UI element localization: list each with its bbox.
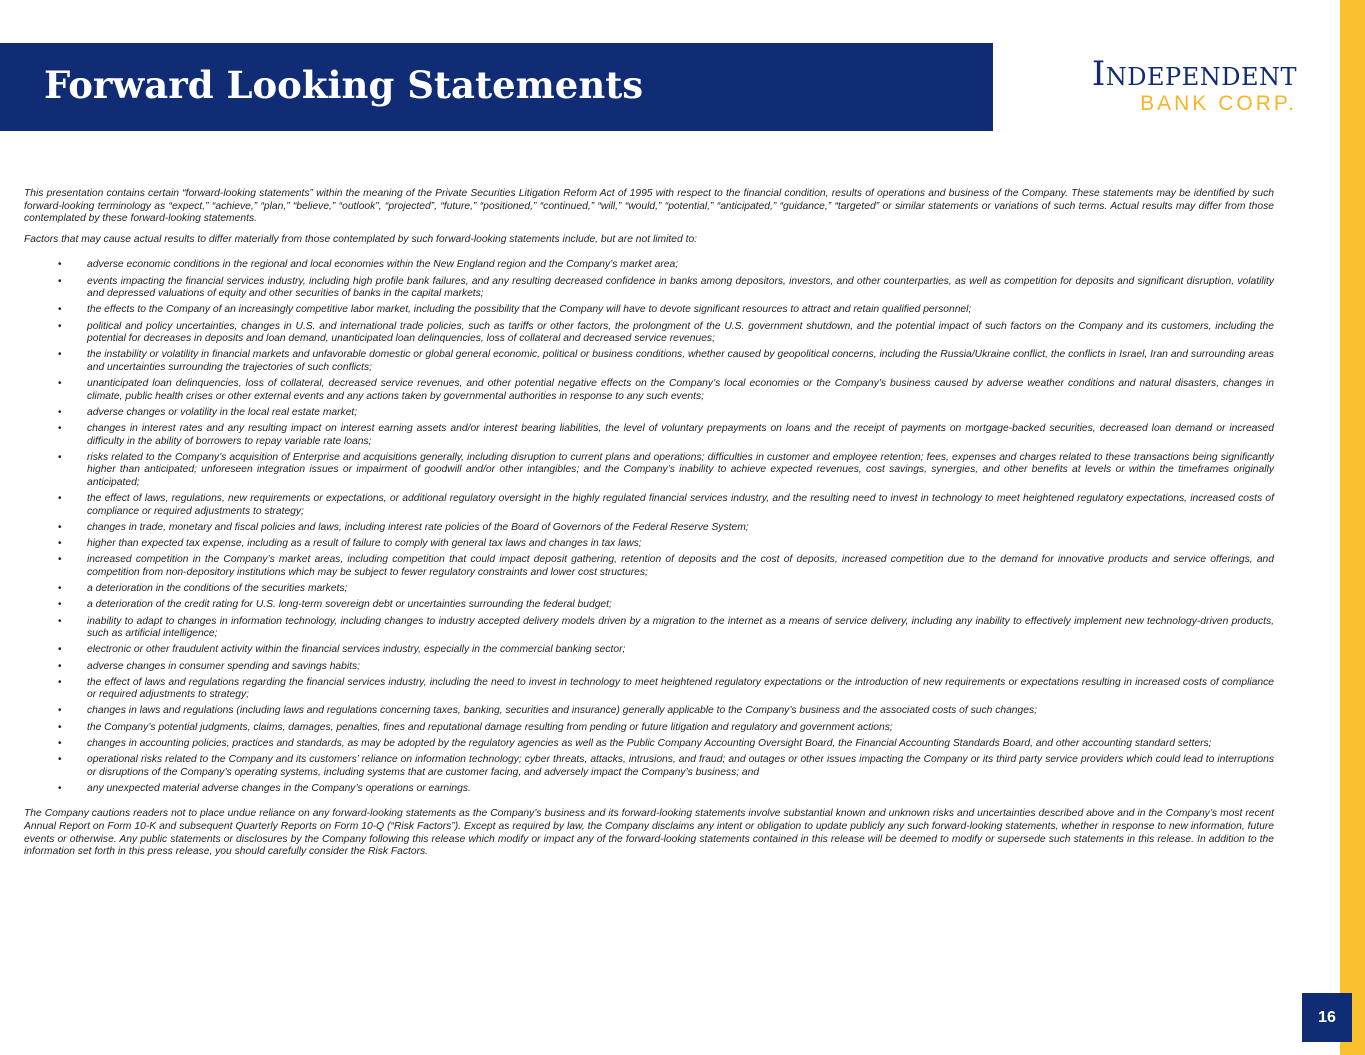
- bullet-icon: •: [58, 406, 62, 418]
- list-item: [24, 423, 1274, 448]
- list-item-text: the instability or volatility in financial markets and unfavorable domestic or global general economic, political or business conditions, whether caused by geopolitical concerns, including the Russia/Ukraine conflict, the conflicts in Israel, Iran and surrounding areas and uncertainties surrounding the trajectories of such conflicts;: [87, 349, 1274, 373]
- list-item: [24, 754, 1274, 779]
- bullet-icon: •: [58, 583, 62, 595]
- list-item-text: the effects to the Company of an increasingly competitive labor market, including the possibility that the Company will have to devote significant resources to attract and retain qualified personnel;: [87, 304, 972, 316]
- risk-factors-list: [24, 259, 1274, 795]
- list-item: [24, 407, 1274, 420]
- list-item: [24, 378, 1274, 403]
- list-item-text: electronic or other fraudulent activity within the financial services industry, especially in the commercial banking sector;: [87, 644, 626, 656]
- list-item: [24, 452, 1274, 490]
- company-logo: [1092, 56, 1297, 116]
- bullet-icon: •: [58, 721, 62, 733]
- list-item-text: changes in accounting policies, practices and standards, as may be adopted by the regulatory agencies as well as the Public Company Accounting Oversight Board, the Financial Accounting Standards Board, and other accounting standard setters;: [87, 737, 1212, 749]
- list-item-text: adverse economic conditions in the regional and local economies within the New England region and the Company’s market area;: [87, 259, 679, 271]
- bullet-icon: •: [58, 676, 62, 688]
- list-item: [24, 276, 1274, 301]
- list-item-text: changes in laws and regulations (including laws and regulations concerning taxes, banking, securities and insurance) generally applicable to the Company’s business and the associated costs of such changes;: [87, 705, 1037, 717]
- bullet-icon: •: [58, 522, 62, 533]
- list-item: [24, 677, 1274, 702]
- list-item: [24, 616, 1274, 641]
- list-item-text: increased competition in the Company’s market areas, including competition that could impact deposit gathering, retention of deposits and the cost of deposits, increased competition due to the demand for innovative products and service offerings, and competition from non-depository institutions which may be subject to fewer regulatory constraints and lower cost structures;: [87, 554, 1274, 578]
- list-item: [24, 304, 1274, 317]
- list-item-text: adverse changes in consumer spending and savings habits;: [87, 660, 361, 672]
- list-item: [24, 259, 1274, 272]
- bullet-icon: •: [58, 378, 62, 390]
- bullet-icon: •: [58, 423, 62, 435]
- bullet-icon: •: [58, 705, 62, 717]
- bullet-icon: •: [58, 493, 62, 505]
- bullet-icon: •: [58, 275, 62, 287]
- list-item-text: higher than expected tax expense, including as a result of failure to comply with general tax laws and changes in tax laws;: [87, 538, 642, 550]
- list-item: [24, 321, 1274, 346]
- list-item-text: inability to adapt to changes in information technology, including changes to industry accepted delivery models driven by a migration to the internet as a means of service delivery, including any inability to effectively implement new technology-driven products, such as artificial intelligence;: [87, 615, 1274, 640]
- list-item: [24, 554, 1274, 579]
- list-item-text: changes in interest rates and any resulting impact on interest earning assets and/or interest bearing liabilities, the level of voluntary prepayments on loans and the receipt of payments on mortgage-backed securities, decreased loan demand or increased difficulty in the ability of borrowers to repay variable rate loans;: [87, 423, 1274, 447]
- list-item-text: risks related to the Company’s acquisition of Enterprise and acquisitions generally, including disruption to current plans and operations; difficulties in customer and employee retention; fees, expenses and charges related to these transactions being significantly higher than anticipated; unforeseen integration issues or impairment of goodwill and/or other intangibles; and the Company’s inability to achieve expected revenues, cost savings, synergies, and other benefits at levels or within the timeframes originally anticipated;: [87, 451, 1274, 489]
- factors-lead-paragraph: Factors that may cause actual results to differ materially from those contemplated by such forward-looking statements include, but are not limited to:: [24, 233, 698, 245]
- list-item: [24, 522, 1274, 535]
- list-item: [24, 599, 1274, 612]
- list-item-text: adverse changes or volatility in the local real estate market;: [87, 406, 358, 418]
- list-item-text: any unexpected material adverse changes in the Company’s operations or earnings.: [87, 782, 471, 794]
- list-item: [24, 661, 1274, 674]
- logo-wordmark-bottom: BANK CORP.: [1140, 92, 1297, 115]
- list-item-text: the Company’s potential judgments, claims, damages, penalties, fines and reputational damage resulting from pending or future litigation and regulatory and government actions;: [87, 721, 893, 733]
- list-item: [24, 493, 1274, 518]
- list-item: [24, 583, 1274, 596]
- list-item-text: the effect of laws and regulations regarding the financial services industry, including the need to invest in technology to meet heightened regulatory expectations or the introduction of new requirements or expectations resulting in increased costs of compliance or required adjustments to strategy;: [87, 676, 1274, 701]
- bullet-icon: •: [58, 259, 62, 271]
- list-item: [24, 538, 1274, 551]
- bullet-icon: •: [58, 554, 62, 566]
- bullet-icon: •: [58, 599, 62, 611]
- bullet-icon: •: [58, 451, 62, 463]
- list-item: [24, 349, 1274, 374]
- list-item-text: a deterioration of the credit rating for U.S. long-term sovereign debt or uncertainties surrounding the federal budget;: [87, 599, 612, 611]
- bullet-icon: •: [58, 660, 62, 672]
- bullet-icon: •: [58, 754, 62, 766]
- list-item: [24, 705, 1274, 718]
- disclaimer-body: [24, 188, 1274, 859]
- list-item: [24, 783, 1274, 796]
- list-item-text: changes in trade, monetary and fiscal policies and laws, including interest rate policies of the Board of Governors of the Federal Reserve System;: [87, 522, 749, 533]
- logo-wordmark-top: Independent: [1091, 54, 1297, 94]
- bullet-icon: •: [58, 349, 62, 361]
- bullet-icon: •: [58, 782, 62, 794]
- page-number: 16: [1302, 993, 1352, 1042]
- list-item-text: events impacting the financial services industry, including high profile bank failures, and any resulting decreased confidence in banks among depositors, investors, and other counterparties, as well as competition for deposits and significant disruption, volatility and depressed valuations of equity and other securities of banks in the capital markets;: [87, 275, 1274, 300]
- list-item-text: unanticipated loan delinquencies, loss of collateral, decreased service revenues, and other potential negative effects on the Company’s local economies or the Company’s business caused by adverse weather conditions and natural disasters, changes in climate, public health crises or other external events and any actions taken by governmental authorities in response to any such events;: [87, 378, 1274, 402]
- bullet-icon: •: [58, 615, 62, 627]
- bullet-icon: •: [58, 320, 62, 332]
- bullet-icon: •: [58, 644, 62, 656]
- bullet-icon: •: [58, 304, 62, 316]
- list-item: [24, 738, 1274, 751]
- page-title: Forward Looking Statements: [44, 63, 644, 107]
- bullet-icon: •: [58, 737, 62, 749]
- list-item-text: the effect of laws, regulations, new requirements or expectations, or additional regulatory oversight in the highly regulated financial services industry, and the resulting need to invest in technology to meet heightened regulatory expectations, increased costs of compliance or required adjustments to strategy;: [87, 493, 1274, 517]
- bullet-icon: •: [58, 538, 62, 550]
- accent-stripe: [1340, 0, 1365, 1055]
- list-item: [24, 722, 1274, 735]
- list-item: [24, 644, 1274, 657]
- list-item-text: a deterioration in the conditions of the securities markets;: [87, 583, 348, 595]
- list-item-text: political and policy uncertainties, changes in U.S. and international trade policies, such as tariffs or other factors, the prolongment of the U.S. government shutdown, and the potential impact of such factors on the Company and its customers, including the potential for decreases in deposits and loan demand, unanticipated loan delinquencies, loss of collateral and decreased service revenues;: [87, 320, 1274, 345]
- closing-paragraph: The Company cautions readers not to place undue reliance on any forward-looking statements as the Company’s business and its forward-looking statements involve substantial known and unknown risks and uncertainties described above and in the Company’s most recent Annual Report on Form 10-K and subsequent Quarterly Reports on Form 10-Q (“Risk Factors”). Except as required by law, the Company disclaims any intent or obligation to update publicly any such forward-looking statements, whether in response to new information, future events or otherwise. Any public statements or disclosures by the Company following this release which modify or impact any of the forward-looking statements contained in this release will be deemed to modify or supersede such statements in this release. In addition to the information set forth in this press release, you should carefully consider the Risk Factors.: [24, 808, 1274, 858]
- intro-paragraph: This presentation contains certain “forward-looking statements” within the meaning of the Private Securities Litigation Reform Act of 1995 with respect to the financial condition, results of operations and business of the Company. These statements may be identified by such forward-looking terminology as “expect,” “achieve,” “plan,” “believe,” “outlook”, “projected”, “future,” “positioned,” “continued,” “will,” “would,” “potential,” “anticipated,” “guidance,” “targeted” or similar statements or variations of such terms. Actual results may differ from those contemplated by these forward-looking statements.: [24, 188, 1274, 225]
- list-item-text: operational risks related to the Company and its customers’ reliance on information technology; cyber threats, attacks, intrusions, and fraud; and outages or other issues impacting the Company or its third party service providers which could lead to interruptions or disruptions of the Company’s operating systems, including systems that are customer facing, and adversely impact the Company’s business; and: [87, 754, 1274, 778]
